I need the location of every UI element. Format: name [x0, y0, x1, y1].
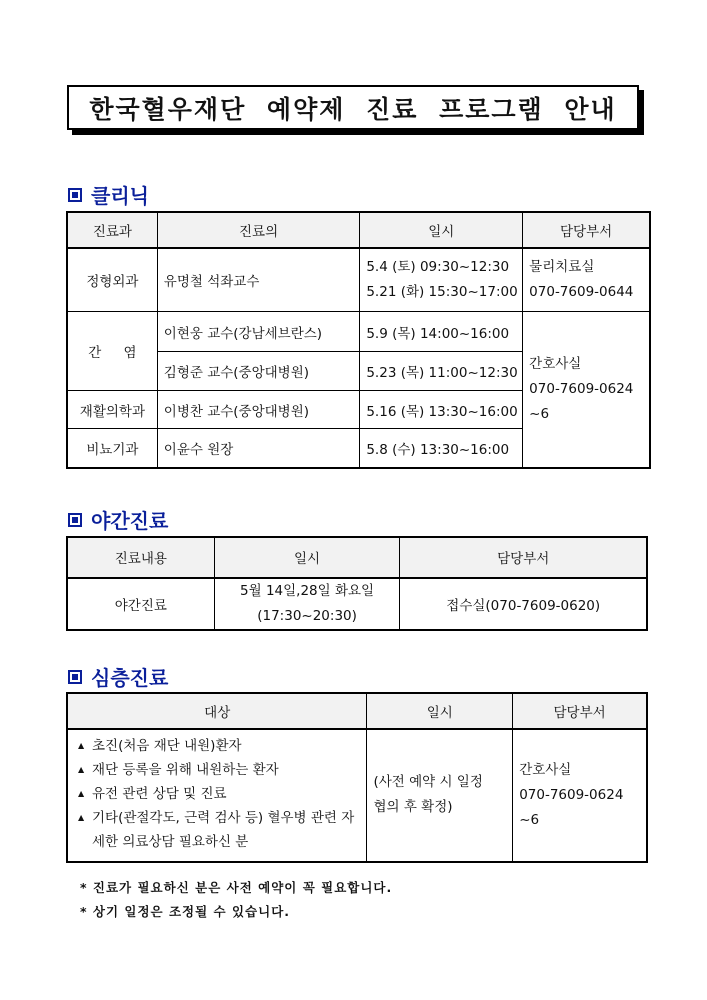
contact-cell: 접수실(070-7609-0620)	[400, 578, 647, 630]
date-cell: 5.23 (목) 11:00~12:30	[360, 352, 523, 391]
date-line: 5월 14일,28일 화요일	[240, 582, 375, 599]
contact-cell	[523, 312, 650, 468]
night-header-row	[68, 538, 647, 578]
table-row	[68, 312, 650, 352]
dept-cell: 간 염	[68, 312, 158, 391]
dept-cell: 비뇨기과	[68, 429, 158, 468]
date-cell	[360, 248, 523, 312]
clinic-heading-text: 클리닉	[91, 184, 149, 208]
night-heading-text: 야간진료	[91, 509, 169, 533]
col-header: 일시	[367, 694, 513, 729]
table-row	[68, 578, 647, 630]
col-header: 담당부서	[400, 538, 647, 578]
deep-header-row	[68, 694, 647, 729]
dept-cell: 재활의학과	[68, 391, 158, 429]
table-row	[68, 248, 650, 312]
doctor-cell: 김형준 교수(중앙대병원)	[157, 352, 360, 391]
night-table	[67, 537, 647, 630]
date-line: (17:30~20:30)	[257, 607, 357, 624]
footnote: * 상기 일정은 조정될 수 있습니다.	[80, 904, 291, 919]
col-header: 대상	[68, 694, 367, 729]
target-cell	[68, 729, 367, 862]
contact-line: 070-7609-0624	[519, 786, 624, 803]
contact-line: 070-7609-0644	[529, 283, 634, 300]
content-cell: 야간진료	[68, 578, 215, 630]
clinic-section-heading	[68, 180, 149, 209]
square-bullet-icon	[68, 513, 82, 527]
col-header: 일시	[360, 213, 523, 248]
footnote: * 진료가 필요하신 분은 사전 예약이 꼭 필요합니다.	[80, 880, 393, 895]
clinic-table	[67, 212, 650, 468]
col-header: 진료의	[157, 213, 360, 248]
col-header: 담당부서	[523, 213, 650, 248]
contact-line: 간호사실	[529, 356, 582, 372]
contact-line: ~6	[519, 811, 540, 828]
clinic-header-row	[68, 213, 650, 248]
page-title: 한국혈우재단 예약제 진료 프로그램 안내	[67, 85, 639, 130]
square-bullet-icon	[68, 188, 82, 202]
date-line: 협의 후 확정)	[373, 799, 453, 816]
table-row	[68, 729, 647, 862]
contact-line: 간호사실	[519, 761, 572, 778]
list-item: ▲ 유전 관련 상담 및 진료	[74, 782, 360, 806]
doctor-cell: 유명철 석좌교수	[157, 248, 360, 312]
target-list	[68, 730, 366, 858]
col-header: 진료과	[68, 213, 158, 248]
deep-heading-text: 심층진료	[91, 666, 169, 690]
contact-line: 070-7609-0624	[529, 381, 634, 397]
date-cell	[214, 578, 400, 630]
list-item: ▲ 초진(처음 재단 내원)환자	[74, 734, 360, 758]
col-header: 진료내용	[68, 538, 215, 578]
night-section-heading	[68, 505, 168, 534]
square-bullet-icon	[68, 670, 82, 684]
doctor-cell: 이병찬 교수(중앙대병원)	[157, 391, 360, 429]
date-cell: 5.16 (목) 13:30~16:00	[360, 391, 523, 429]
contact-line: ~6	[529, 406, 550, 422]
list-item: ▲ 재단 등록을 위해 내원하는 환자	[74, 758, 360, 782]
contact-cell	[513, 729, 647, 862]
contact-cell	[523, 248, 650, 312]
col-header: 담당부서	[513, 694, 647, 729]
doctor-cell: 이현웅 교수(강남세브란스)	[157, 312, 360, 352]
date-line: 5.4 (토) 09:30~12:30	[366, 258, 510, 275]
dept-cell: 정형외과	[68, 248, 158, 312]
deep-section-heading	[68, 662, 168, 691]
date-cell	[367, 729, 513, 862]
date-cell: 5.9 (목) 14:00~16:00	[360, 312, 523, 352]
date-line: (사전 예약 시 일정	[373, 774, 483, 791]
doctor-cell: 이윤수 원장	[157, 429, 360, 468]
contact-line: 물리치료실	[529, 258, 595, 275]
date-cell: 5.8 (수) 13:30~16:00	[360, 429, 523, 468]
col-header: 일시	[214, 538, 400, 578]
deep-table	[67, 693, 647, 862]
list-item: ▲ 기타(관절각도, 근력 검사 등) 혈우병 관련 자세한 의료상담 필요하신 분	[74, 806, 360, 854]
date-line: 5.21 (화) 15:30~17:00	[366, 283, 518, 300]
